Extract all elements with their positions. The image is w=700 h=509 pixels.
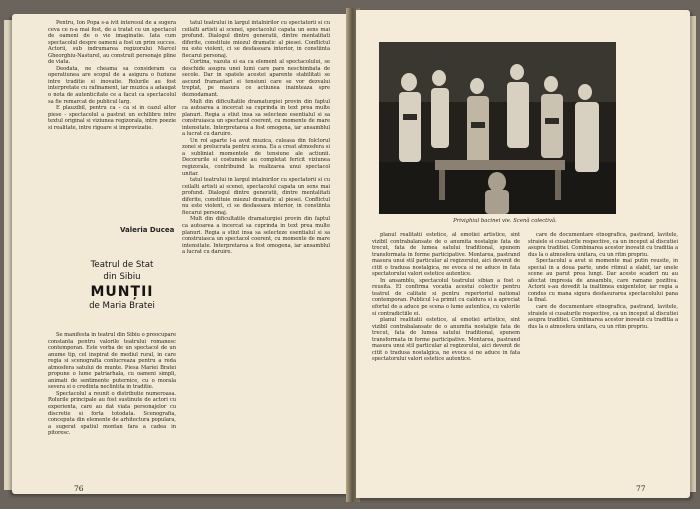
paragraph: planul realitatii estetice, al emotiei artistice, sint vizibil contrabalansate de o anumita nostalgie fata de trecut, fata de lumea satului traditional, spunem transformata in forme participative. Montarea, pastrand masura unui stil particular al regizorului, aici devenit de citit o tradusa nostalgica, ne evoca si ne aduce in fata spectatorului valori estetice autentice. xyxy=(372,232,520,278)
author-signature: Valeria Ducea xyxy=(120,226,175,234)
play-author: de Maria Bratei xyxy=(89,301,155,311)
paragraph: Mult din dificultatile dramaturgiei provin din faptul ca autoarea a incercat sa cuprinda in text prea multe planuri. Regia a stiut insa sa selecteze esentialul si sa construiasca un spectacol coerent, cu momente de mare intensitate. Interpretarea a fost omogena, iar ansamblul a lucrat cu daruire. xyxy=(182,98,330,138)
article-title-block xyxy=(72,259,172,312)
play-title: MUNȚII xyxy=(90,284,154,300)
right-right-column xyxy=(528,232,678,468)
paragraph: In ansamblu, spectacolul teatrului sibian a fost o reusita. El confirma vocatia acestui colectiv pentru teatrul de calitate si pentru repertoriul national contemporan. Publicul l-a primit cu caldura si a apreciat efortul de a aduce pe scena o lume autentica, cu valorile si contradictiile ei. xyxy=(372,277,520,317)
paragraph: care de documentare etnografica, pastrand, lavitele, straiele si cusaturile respective, ca un inceput al discutiei asupra traditiei. Combinarea acestor inovatii cu traditia a dus la o atmosfera unitara, cu un ritm propriu. xyxy=(528,232,678,258)
paragraph: Se manifesta in teatrul din Sibiu o preocupare constanta pentru valorile teatrului romanesc contemporan. Este vorba de un spectacol de un anume tip, cel inspirat de mediul rural, in care regia si scenografia conlucreaza pentru a reda atmosfera satului de munte. Piesa Mariei Bratei propune o lume patriarhala, cu oameni simpli, animati de sentimente puternice, cu o morala severa si o credinta neclintita in traditie. xyxy=(48,332,176,391)
theatre-city: din Sibiu xyxy=(103,272,141,282)
paragraph: Mult din dificultatile dramaturgiei provin din faptul ca autoarea a incercat sa cuprinda in text prea multe planuri. Regia a stiut insa sa selecteze esentialul si sa construiasca un spectacol coerent, cu momente de mare intensitate. Interpretarea a fost omogena, iar ansamblul a lucrat cu daruire. xyxy=(182,216,330,256)
paragraph: Spectacolul a avut si momente mai putin reusite, in special in a doua parte, unde ritmul a slabit, iar unele scene au parut prea lungi. Dar aceste scaderi nu au afectat impresia de ansamblu, care ramane pozitiva. Actorii s-au dovedit la inaltimea exigentelor, iar regia a condus cu mana sigura desfasurarea spectacolului pana la final. xyxy=(528,258,678,304)
paragraph: Cortina, vazuta si ea ca element al spectacolului, se deschide asupra unei lumi care pare neschimbata de secole. Dar in spatele acestei aparente stabilitati se ascund framantari si tensiuni care se vor dezvalui treptat, pe masura ce actiunea inainteaza spre deznodamant. xyxy=(182,59,330,99)
stage-photo xyxy=(379,42,616,214)
left-bottom-column xyxy=(48,332,176,478)
paragraph: planul realitatii estetice, al emotiei artistice, sint vizibil contrabalansate de o anumita nostalgie fata de trecut, fata de lumea satului traditional, spunem transformata in forme participative. Montarea, pastrand masura unui stil particular al regizorului, aici devenit de citit o tradusa nostalgica, ne evoca si ne aduce in fata spectatorului valori estetice autentice. xyxy=(372,317,520,363)
paragraph: E plauzibil, pentru ca - ca si in cazul altor piese - spectacolul a pastrat un echilibru intre textul original si viziunea regizorala, intre poezie si realitate, intre rigoare si improvizatie. xyxy=(48,105,176,131)
left-right-column xyxy=(182,20,330,478)
paragraph: tatul teatrului in largul intalnirilor cu spectatorii si cu ceilalti artisti ai scenei, spectacolul capata un sens mai profund. Dialogul dintre generatii, dintre mentalitati diferite, constituie miezul dramatic al piesei. Conflictul nu este violent, ci se desfasoara interior, in constiinta fiecarui personaj. xyxy=(182,177,330,216)
left-page xyxy=(12,14,350,494)
left-top-column xyxy=(48,20,176,200)
paragraph: Spectacolul a reunit o distributie numeroasa. Rolurile principale au fost sustinute de actori cu experienta, care au dat viata personajelor cu discretie si forta totodata. Scenografia, conceputa din elemente de arhitectura populara, a sugerat spatiul montan fara a cadea in pitoresc. xyxy=(48,390,176,437)
paragraph: tatul teatrului in largul intalnirilor cu spectatorii si cu ceilalti artisti ai scenei, spectacolul capata un sens mai profund. Dialogul dintre generatii, dintre mentalitati diferite, constituie miezul dramatic al piesei. Conflictul nu este violent, ci se desfasoara interior, in constiinta fiecarui personaj. xyxy=(182,20,330,59)
paragraph: Pentru, Ion Popa s-a ivit interesul de a sugera ceva ce n-a mai fost, de a tratat cu un spectacol de oameni de o vie imaginatie. Iata cum spectacolul despre oameni a fost un prim succes. Actorii, sub indrumarea regizorului Marcel Gheorghiu-Nasturel, au construit personaje pline de viata. xyxy=(48,20,176,66)
page-number-left: 76 xyxy=(74,484,84,493)
right-left-column xyxy=(372,232,520,468)
photo-caption: Privighiul bacinei vie. Scenă colectivă. xyxy=(453,218,557,224)
theatre-name: Teatrul de Stat xyxy=(90,260,154,270)
page-number-right: 77 xyxy=(636,484,646,493)
paragraph: care de documentare etnografica, pastrand, lavitele, straiele si cusaturile respective, ca un inceput al discutiei asupra traditiei. Combinarea acestor inovatii cu traditia a dus la o atmosfera unitara, cu un ritm propriu. xyxy=(528,304,678,330)
stage-photo-image xyxy=(379,42,616,214)
paragraph: Un rol aparte l-a avut muzica, culeasa din folclorul zonei si prelucrata pentru scena. Ea a creat atmosfera si a subliniat momentele de tensiune ale actiunii. Decorurile si costumele au completat fericit viziunea regizorala, contribuind la realizarea unui spectacol unitar. xyxy=(182,137,330,177)
paragraph: Deodata, ne cheama sa consideram ca operatiunea are scopul de a asigura o fuziune intre traditie si inovatie. Rolurile au fost interpretate cu rafinament, iar muzica a adaugat o nota de autenticitate ce a facut ca spectacolul sa fie remarcat de publicul larg. xyxy=(48,65,176,105)
